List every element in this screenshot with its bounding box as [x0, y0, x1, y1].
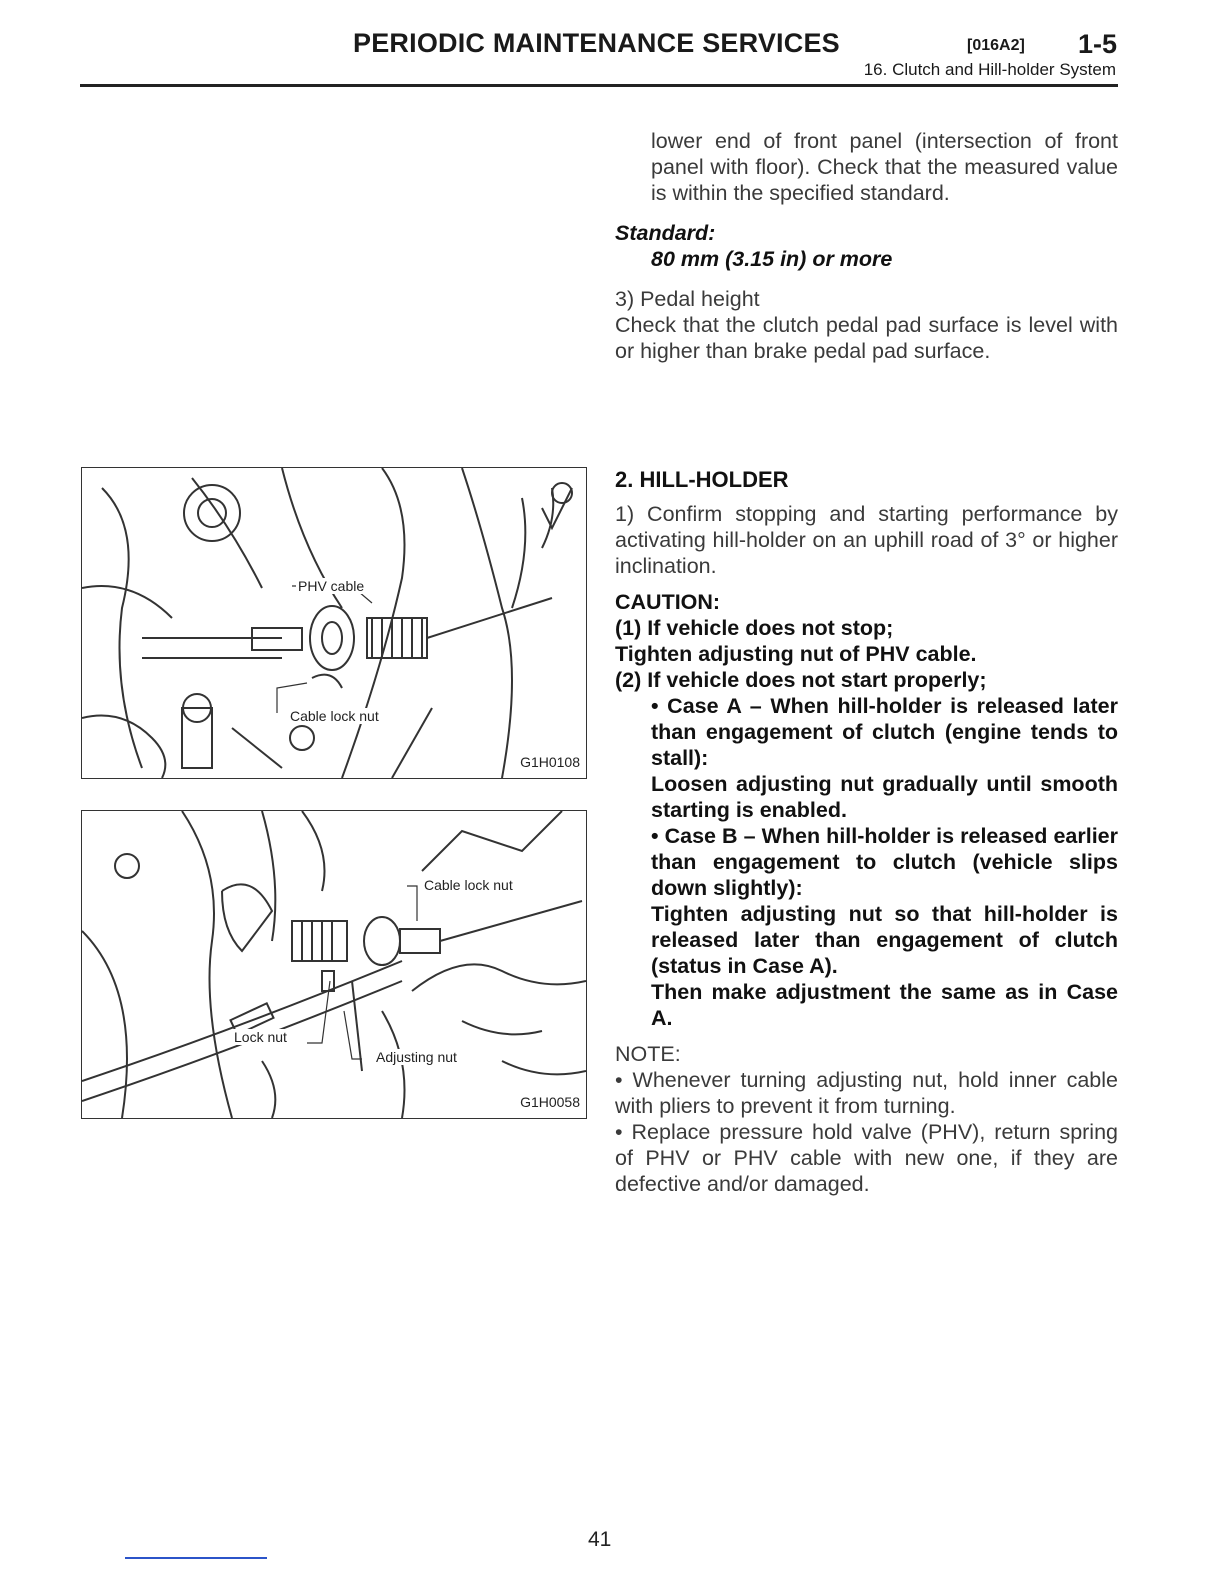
standard-value: 80 mm (3.15 in) or more — [651, 247, 893, 271]
figure-2-code: G1H0058 — [520, 1094, 580, 1110]
pedal-height-text: Check that the clutch pedal pad surface is level with or higher than brake pedal pad surface. — [615, 313, 1118, 363]
case-a: • Case A – When hill-holder is released later than engagement of clutch (engine tends to stall): — [651, 694, 1118, 770]
hill-holder-step1: 1) Confirm stopping and starting performance by activating hill-holder on an uphill road of 3° or higher inclination. — [615, 502, 1118, 578]
case-b-then: Then make adjustment the same as in Case A. — [651, 980, 1118, 1030]
label-cable-lock-nut: Cable lock nut — [290, 708, 379, 724]
caution-2-title: (2) If vehicle does not start properly; — [615, 668, 987, 692]
page-ref: 1-5 — [1078, 29, 1118, 59]
label-lock-nut: Lock nut — [234, 1029, 287, 1045]
page-number: 41 — [588, 1528, 612, 1551]
label-cable-lock-nut-2: Cable lock nut — [424, 877, 513, 893]
caution-label: CAUTION: — [615, 590, 721, 614]
hill-holder-heading: 2. HILL-HOLDER — [615, 467, 789, 492]
header-divider — [80, 84, 1118, 87]
note-label: NOTE: — [615, 1042, 681, 1066]
hill-holder-block — [615, 467, 1118, 1197]
figure-1-code: G1H0108 — [520, 754, 580, 770]
figure-adjusting-nut — [81, 810, 587, 1119]
note-1: • Whenever turning adjusting nut, hold inner cable with pliers to prevent it from turning. — [615, 1068, 1118, 1118]
case-b: • Case B – When hill-holder is released earlier than engagement to clutch (vehicle slips down slightly): — [651, 824, 1118, 900]
footer-divider — [125, 1557, 267, 1559]
intro-text: lower end of front panel (intersection of front panel with floor). Check that the measured value is within the specified standard. — [651, 129, 1118, 205]
label-adjusting-nut: Adjusting nut — [376, 1049, 457, 1065]
case-a-action: Loosen adjusting nut gradually until smooth starting is enabled. — [651, 772, 1118, 822]
page-title: PERIODIC MAINTENANCE SERVICES — [353, 28, 840, 58]
section-subtitle: 16. Clutch and Hill-holder System — [863, 60, 1116, 79]
label-phv-cable: PHV cable — [298, 578, 365, 594]
section-code: [016A2] — [967, 37, 1025, 54]
figure-phv-cable — [81, 467, 587, 779]
figure-2-illustration — [82, 811, 586, 1118]
standard-label: Standard: — [615, 221, 716, 245]
intro-block — [615, 128, 1118, 364]
figure-1-illustration — [82, 468, 586, 778]
note-2: • Replace pressure hold valve (PHV), return spring of PHV or PHV cable with new one, if they are defective and/or damaged. — [615, 1120, 1118, 1196]
case-b-action: Tighten adjusting nut so that hill-holder is released later than engagement of clutch (status in Case A). — [651, 902, 1118, 978]
caution-1-title: (1) If vehicle does not stop; — [615, 616, 894, 640]
caution-1-text: Tighten adjusting nut of PHV cable. — [615, 642, 977, 666]
pedal-height-heading: 3) Pedal height — [615, 287, 760, 311]
